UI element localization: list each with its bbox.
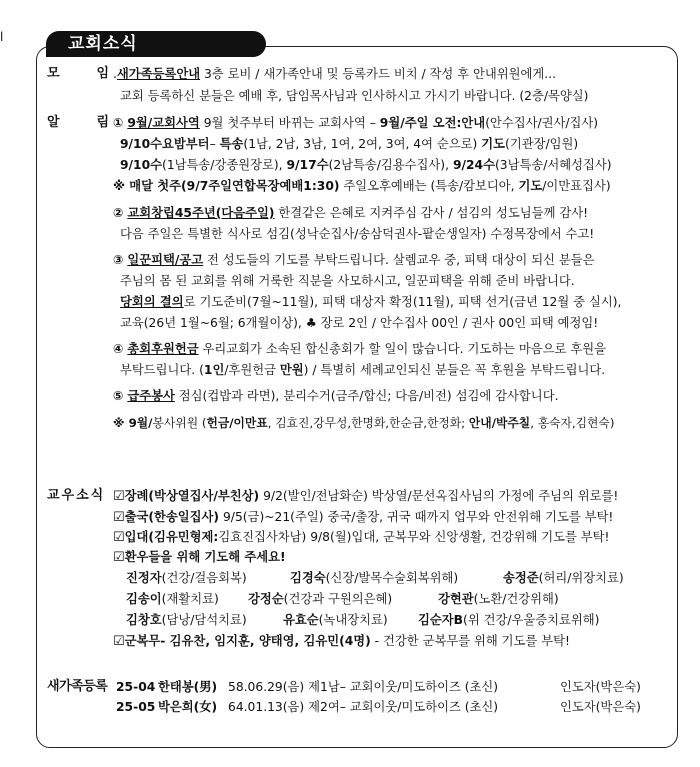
checkbox-icon: ☑ bbox=[113, 489, 125, 504]
notice-1-heading: 9월/교회사역 bbox=[127, 116, 200, 130]
assembly-line-1: .새가족등록안내 3층 로비 / 새가족안내 및 등록카드 비치 / 작성 후 안내위원에게... bbox=[113, 67, 557, 81]
notice-4-heading: 총회후원헌금 bbox=[127, 342, 199, 356]
notice-3-heading: 일꾼피택/공고 bbox=[127, 253, 204, 267]
checkbox-icon: ☑ bbox=[113, 634, 125, 649]
checkbox-icon: ☑ bbox=[113, 510, 125, 525]
news-label: 교우소식 bbox=[47, 488, 106, 503]
checkbox-icon: ☑ bbox=[113, 550, 125, 565]
assembly-heading: 새가족등록안내 bbox=[116, 67, 201, 81]
notice-label: 알 림 bbox=[47, 115, 109, 130]
assembly-label: 모 임 bbox=[47, 66, 109, 81]
corner-mark: l bbox=[0, 30, 4, 44]
notice-2-heading: 교회창립45주년(다음주일) bbox=[127, 206, 275, 220]
new-family-label: 새가족등록 bbox=[47, 679, 108, 694]
checkbox-icon: ☑ bbox=[113, 530, 125, 545]
notice-5-heading: 급주봉사 bbox=[127, 389, 175, 403]
section-title: 교회소식 bbox=[46, 31, 266, 57]
